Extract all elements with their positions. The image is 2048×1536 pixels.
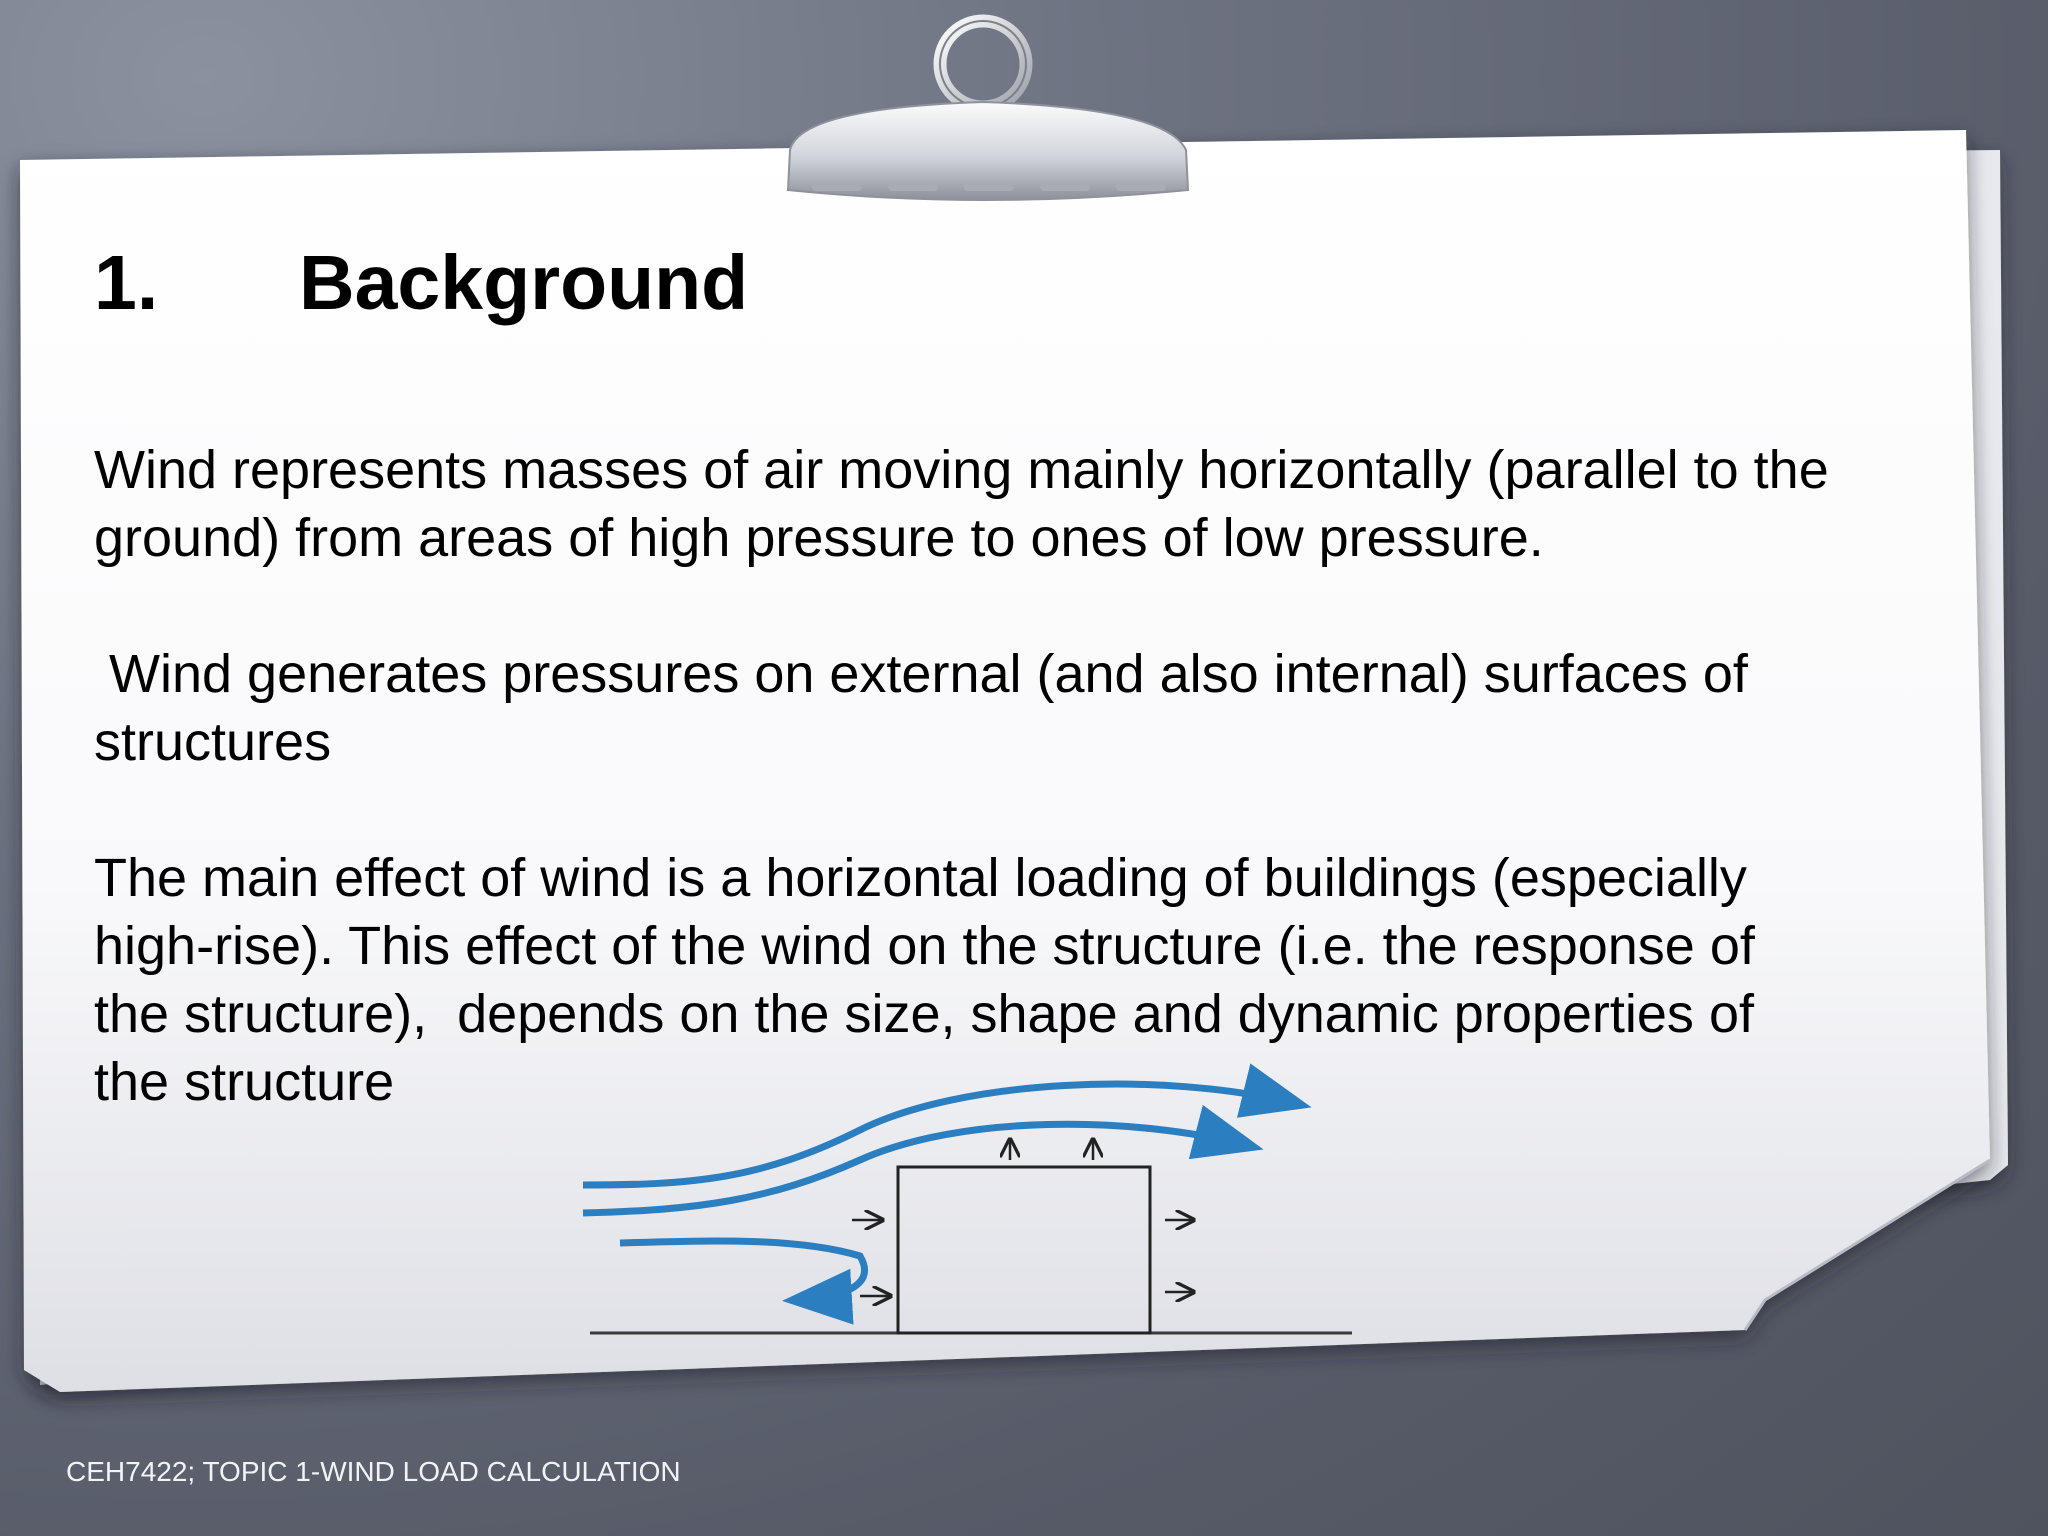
slide-title — [94, 240, 749, 326]
force-arrow-icon — [852, 1140, 1193, 1296]
building-outline — [898, 1167, 1150, 1333]
binder-clip-icon — [788, 21, 1188, 200]
paragraph-wind-effect: The main effect of wind is a horizontal loading of buildings (especially high-rise). This effect of the wind on the structure (i.e. the response of the structure), depends on the size, shape and dynamic properties of the structure — [94, 848, 1755, 1112]
paragraph-wind-definition: Wind represents masses of air moving mainly horizontally (parallel to the ground) from areas of high pressure to ones of low pressure. — [94, 440, 1829, 568]
wind-flow-arrow-icon — [620, 1241, 865, 1300]
paragraph-wind-pressures: Wind generates pressures on external (and also internal) surfaces of structures — [94, 644, 1748, 772]
wind-flow-diagram — [570, 1060, 1370, 1350]
title-number: 1. — [94, 240, 159, 326]
slide-footer: CEH7422; TOPIC 1-WIND LOAD CALCULATION — [66, 1456, 681, 1487]
title-text: Background — [299, 240, 749, 326]
